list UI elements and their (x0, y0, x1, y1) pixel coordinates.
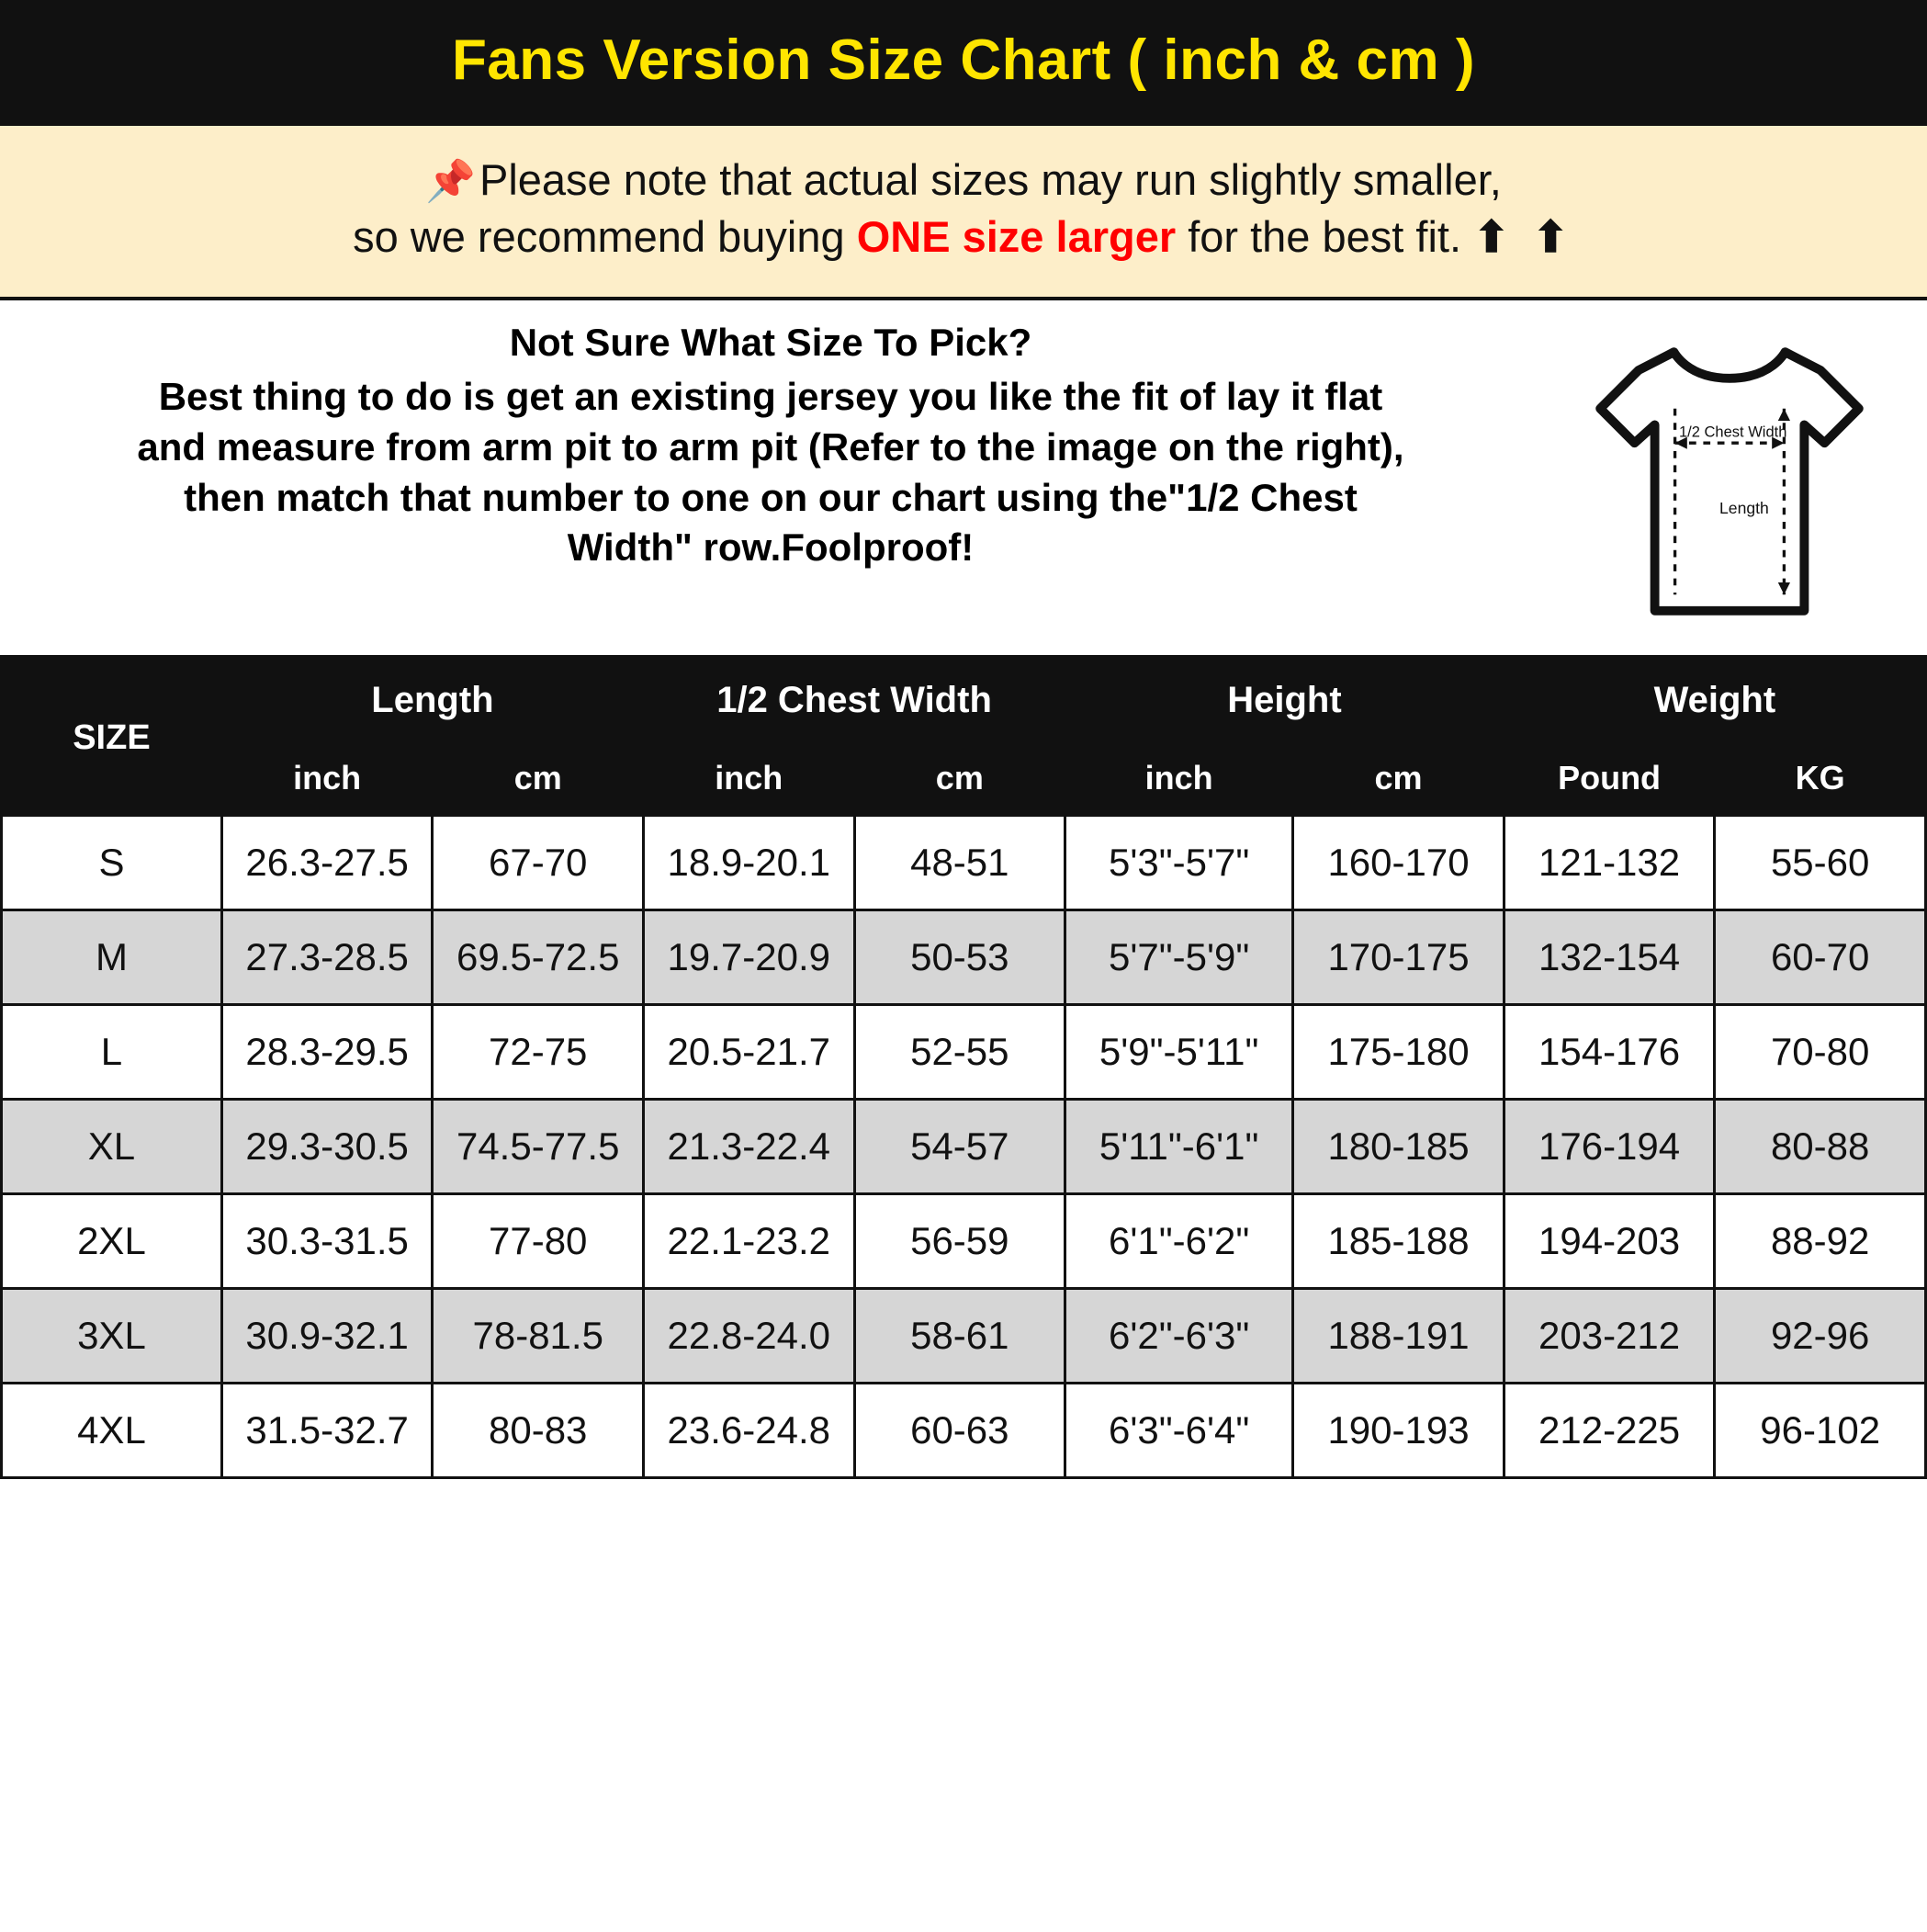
cell-weight-kg: 92-96 (1715, 1289, 1926, 1384)
cell-length-inch: 30.9-32.1 (221, 1289, 433, 1384)
cell-chest-inch: 22.8-24.0 (643, 1289, 854, 1384)
cell-length-inch: 31.5-32.7 (221, 1384, 433, 1478)
cell-weight-pound: 212-225 (1504, 1384, 1715, 1478)
cell-length-cm: 77-80 (433, 1194, 644, 1289)
table-header-row-units (2, 741, 1926, 816)
tshirt-diagram (1532, 321, 1927, 633)
cell-chest-cm: 50-53 (854, 910, 1065, 1005)
cell-chest-inch: 19.7-20.9 (643, 910, 854, 1005)
table-row (2, 1384, 1926, 1478)
help-body-line-1: Best thing to do is get an existing jersey you like the fit of lay it flat (158, 375, 1383, 419)
cell-chest-cm: 58-61 (854, 1289, 1065, 1384)
header-chest-width: 1/2 Chest Width (643, 661, 1065, 741)
help-heading: Not Sure What Size To Pick? (509, 321, 1032, 365)
cell-height-cm: 190-193 (1293, 1384, 1504, 1478)
title-bar (0, 0, 1927, 126)
help-body-line-2: and measure from arm pit to arm pit (Refer to the image on the right), (137, 425, 1404, 469)
cell-weight-kg: 88-92 (1715, 1194, 1926, 1289)
cell-weight-pound: 132-154 (1504, 910, 1715, 1005)
page-title: Fans Version Size Chart ( inch & cm ) (451, 28, 1476, 92)
cell-weight-pound: 121-132 (1504, 816, 1715, 910)
cell-chest-inch: 23.6-24.8 (643, 1384, 854, 1478)
cell-height-cm: 185-188 (1293, 1194, 1504, 1289)
up-arrows-icon: ⬆ ⬆ (1473, 212, 1574, 262)
cell-weight-kg: 96-102 (1715, 1384, 1926, 1478)
table-row (2, 1194, 1926, 1289)
cell-weight-kg: 70-80 (1715, 1005, 1926, 1100)
cell-size: XL (2, 1100, 222, 1194)
note-text-2a: so we recommend buying (353, 212, 857, 262)
cell-size: M (2, 910, 222, 1005)
header-weight-kg: KG (1715, 741, 1926, 816)
cell-length-cm: 78-81.5 (433, 1289, 644, 1384)
cell-height-inch: 6'2"-6'3" (1065, 1289, 1293, 1384)
chest-width-label: 1/2 Chest Width (1679, 424, 1787, 442)
note-text-2b: for the best fit. (1176, 212, 1462, 262)
help-body-line-3: then match that number to one on our chart using the"1/2 Chest (184, 475, 1358, 519)
cell-weight-kg: 80-88 (1715, 1100, 1926, 1194)
cell-chest-cm: 56-59 (854, 1194, 1065, 1289)
cell-height-cm: 170-175 (1293, 910, 1504, 1005)
help-section (0, 300, 1927, 659)
header-length: Length (221, 661, 643, 741)
cell-height-cm: 160-170 (1293, 816, 1504, 910)
note-line-2 (18, 209, 1909, 266)
cell-height-inch: 6'1"-6'2" (1065, 1194, 1293, 1289)
header-weight-pound: Pound (1504, 741, 1715, 816)
table-row (2, 1289, 1926, 1384)
header-length-inch: inch (221, 741, 433, 816)
cell-weight-pound: 203-212 (1504, 1289, 1715, 1384)
header-length-cm: cm (433, 741, 644, 816)
cell-length-inch: 26.3-27.5 (221, 816, 433, 910)
note-emphasis: ONE size larger (856, 212, 1177, 262)
cell-length-cm: 74.5-77.5 (433, 1100, 644, 1194)
pushpin-icon: 📌 (425, 159, 476, 205)
cell-length-cm: 80-83 (433, 1384, 644, 1478)
cell-size: 3XL (2, 1289, 222, 1384)
cell-height-cm: 188-191 (1293, 1289, 1504, 1384)
note-text-1: Please note that actual sizes may run slightly smaller, (479, 155, 1502, 205)
cell-length-cm: 67-70 (433, 816, 644, 910)
help-body-line-4: Width" row.Foolproof! (567, 525, 975, 570)
cell-height-inch: 5'11"-6'1" (1065, 1100, 1293, 1194)
header-weight: Weight (1504, 661, 1925, 741)
cell-height-inch: 6'3"-6'4" (1065, 1384, 1293, 1478)
cell-chest-cm: 54-57 (854, 1100, 1065, 1194)
size-table (0, 659, 1927, 1479)
cell-length-inch: 27.3-28.5 (221, 910, 433, 1005)
table-row (2, 910, 1926, 1005)
tshirt-icon (1578, 330, 1881, 633)
cell-size: 2XL (2, 1194, 222, 1289)
table-row (2, 1100, 1926, 1194)
cell-size: 4XL (2, 1384, 222, 1478)
note-line-1 (18, 152, 1909, 209)
cell-chest-cm: 48-51 (854, 816, 1065, 910)
cell-weight-kg: 55-60 (1715, 816, 1926, 910)
header-height: Height (1065, 661, 1504, 741)
cell-weight-pound: 194-203 (1504, 1194, 1715, 1289)
cell-chest-inch: 22.1-23.2 (643, 1194, 854, 1289)
cell-weight-pound: 176-194 (1504, 1100, 1715, 1194)
table-body (2, 816, 1926, 1478)
cell-chest-inch: 18.9-20.1 (643, 816, 854, 910)
cell-length-inch: 30.3-31.5 (221, 1194, 433, 1289)
length-label: Length (1719, 499, 1769, 518)
header-size: SIZE (2, 661, 222, 816)
cell-chest-cm: 60-63 (854, 1384, 1065, 1478)
cell-weight-pound: 154-176 (1504, 1005, 1715, 1100)
table-row (2, 816, 1926, 910)
cell-size: L (2, 1005, 222, 1100)
cell-chest-inch: 20.5-21.7 (643, 1005, 854, 1100)
table-row (2, 1005, 1926, 1100)
cell-length-inch: 29.3-30.5 (221, 1100, 433, 1194)
cell-length-inch: 28.3-29.5 (221, 1005, 433, 1100)
cell-length-cm: 69.5-72.5 (433, 910, 644, 1005)
cell-height-inch: 5'7"-5'9" (1065, 910, 1293, 1005)
cell-height-inch: 5'9"-5'11" (1065, 1005, 1293, 1100)
cell-chest-cm: 52-55 (854, 1005, 1065, 1100)
cell-chest-inch: 21.3-22.4 (643, 1100, 854, 1194)
cell-length-cm: 72-75 (433, 1005, 644, 1100)
header-chest-inch: inch (643, 741, 854, 816)
header-height-inch: inch (1065, 741, 1293, 816)
cell-height-cm: 175-180 (1293, 1005, 1504, 1100)
header-height-cm: cm (1293, 741, 1504, 816)
cell-height-cm: 180-185 (1293, 1100, 1504, 1194)
table-header-row-groups (2, 661, 1926, 741)
header-chest-cm: cm (854, 741, 1065, 816)
cell-weight-kg: 60-70 (1715, 910, 1926, 1005)
cell-size: S (2, 816, 222, 910)
help-text-block (0, 321, 1532, 572)
note-banner (0, 126, 1927, 300)
cell-height-inch: 5'3"-5'7" (1065, 816, 1293, 910)
